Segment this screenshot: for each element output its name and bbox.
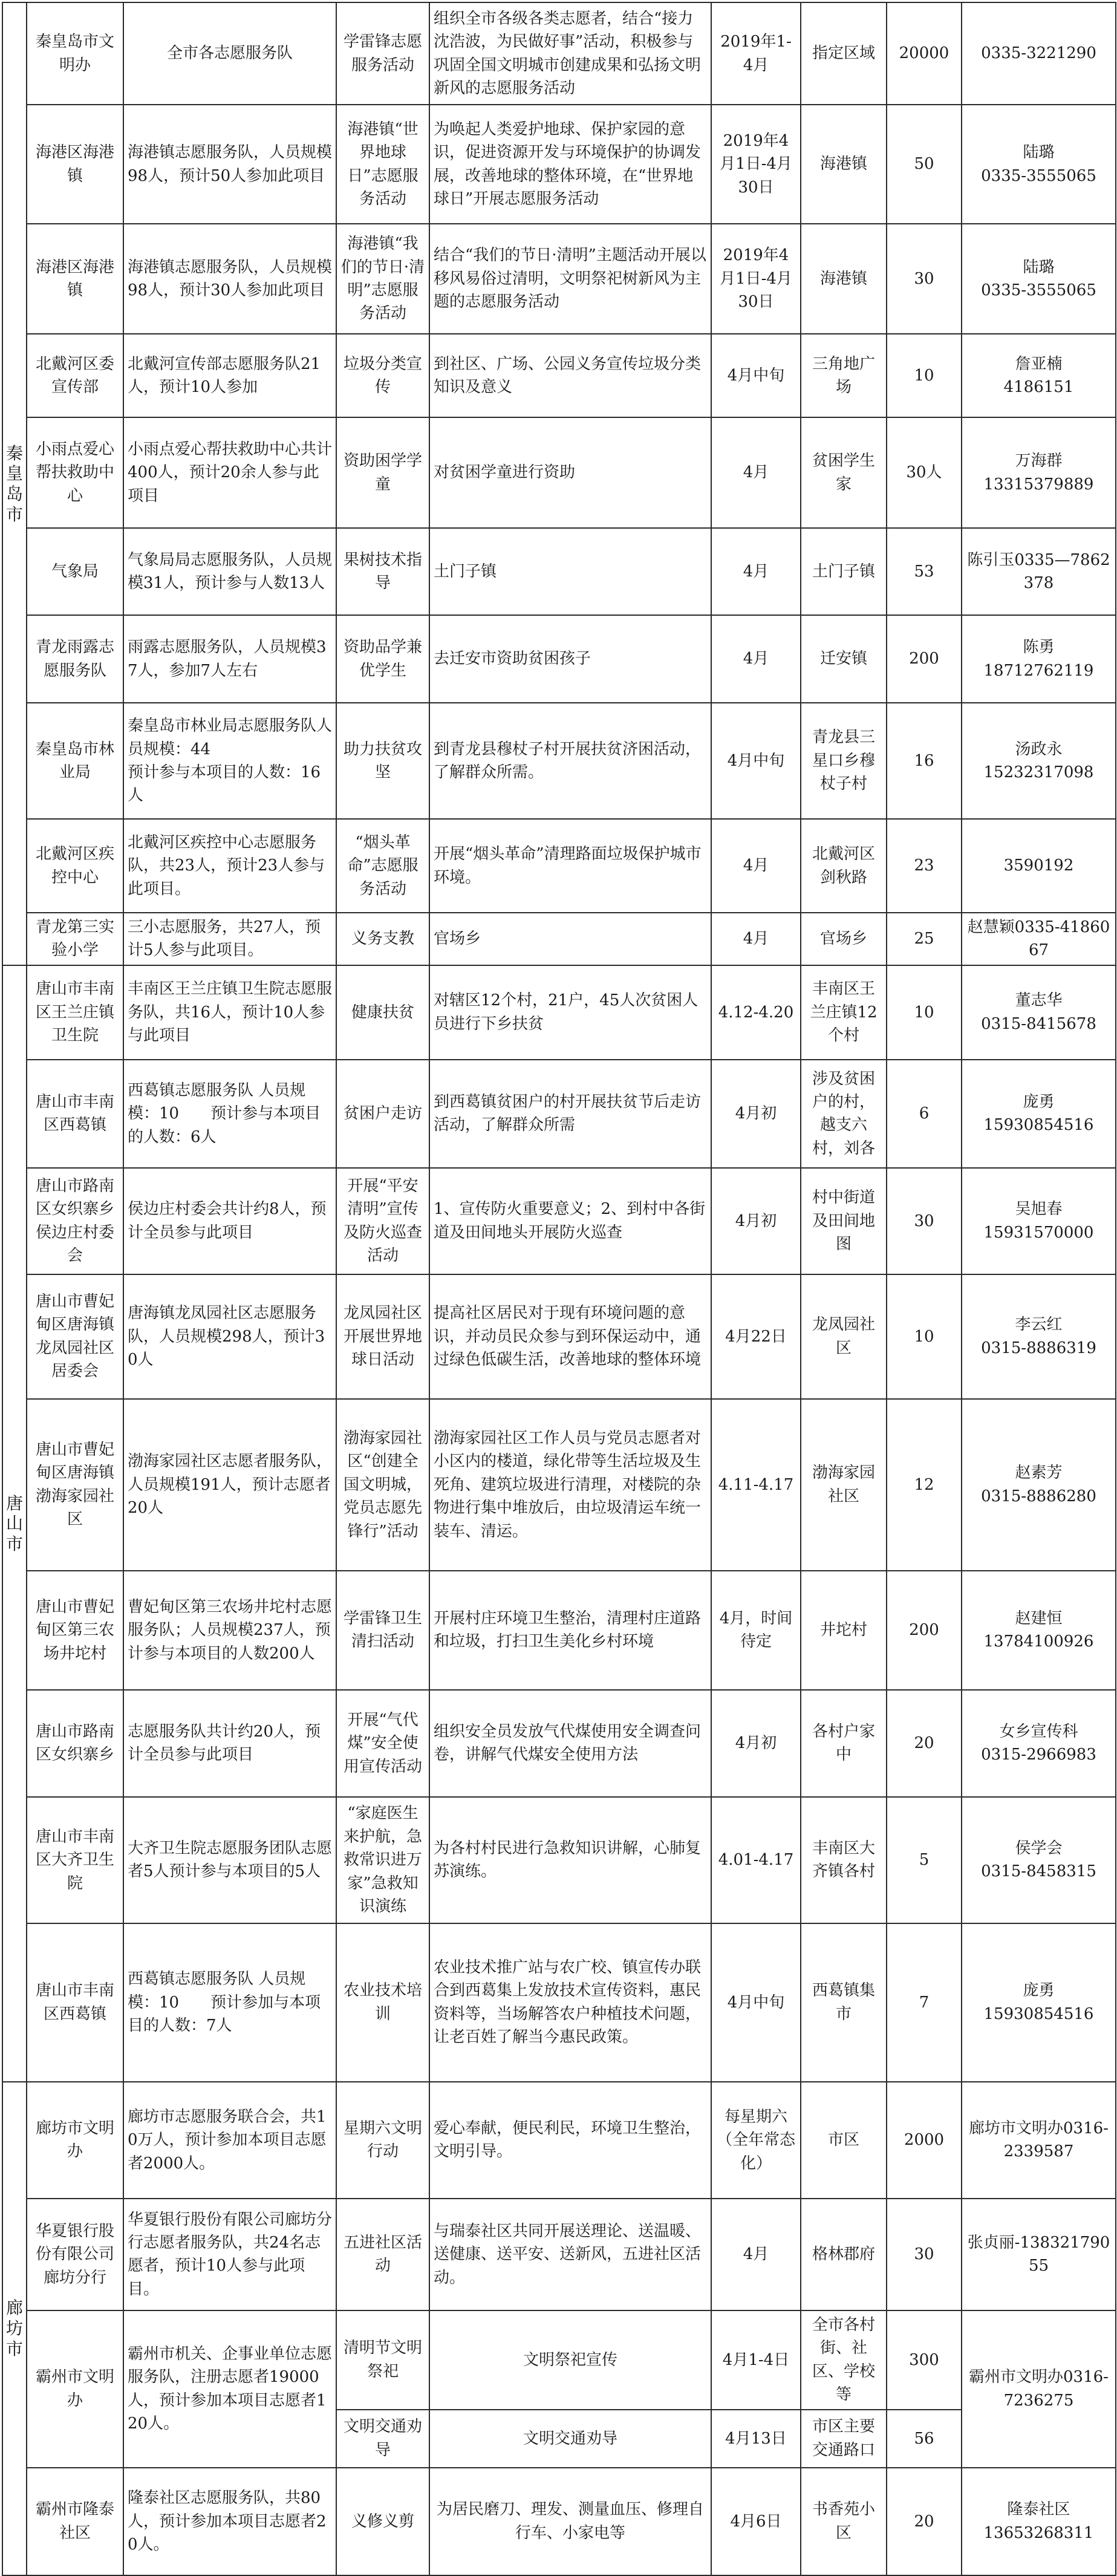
org-cell: 北戴河区委宣传部 bbox=[27, 334, 123, 417]
region-cell: 秦 皇 岛 市 bbox=[2, 2, 27, 965]
org-cell: 唐山市丰南区西葛镇 bbox=[27, 1923, 123, 2082]
contact-cell: 隆泰社区 13653268311 bbox=[962, 2468, 1116, 2575]
activity-cell: 资助困学学童 bbox=[336, 417, 429, 528]
org-cell: 唐山市曹妃甸区唐海镇渤海家园社区 bbox=[27, 1399, 123, 1571]
org-cell: 青龙雨露志愿服务队 bbox=[27, 615, 123, 703]
activity-cell: 海港镇“世界地球日”志愿服务活动 bbox=[336, 105, 429, 224]
org-cell: 霸州市文明办 bbox=[27, 2310, 123, 2468]
activity-cell: 海港镇“我们的节日·清明”志愿服务活动 bbox=[336, 224, 429, 334]
contact-cell: 赵慧颖0335-4186067 bbox=[962, 913, 1116, 965]
time-cell: 4月 bbox=[711, 528, 801, 615]
team-cell: 霸州市机关、企事业单位志愿服务队，注册志愿者19000人，预计参加本项目志愿者120人。 bbox=[123, 2310, 336, 2468]
table-row bbox=[2, 1797, 1116, 1923]
table-row bbox=[2, 417, 1116, 528]
contact-cell: 董志华 0315-8415678 bbox=[962, 965, 1116, 1060]
table-row bbox=[2, 2, 1116, 105]
table-row bbox=[2, 1690, 1116, 1797]
table-row bbox=[2, 1274, 1116, 1399]
content-cell: 到西葛镇贫困户的村开展扶贫节后走访活动，了解群众所需 bbox=[429, 1060, 711, 1168]
count-cell: 53 bbox=[887, 528, 962, 615]
activity-cell: 义务支教 bbox=[336, 913, 429, 965]
org-cell: 北戴河区疾控中心 bbox=[27, 819, 123, 913]
region-cell: 廊 坊 市 bbox=[2, 2082, 27, 2575]
contact-cell: 詹亚楠 4186151 bbox=[962, 334, 1116, 417]
content-cell: 去迁安市资助贫困孩子 bbox=[429, 615, 711, 703]
activity-cell: 义修义剪 bbox=[336, 2468, 429, 2575]
content-cell: 组织安全员发放气代煤使用安全调查问卷，讲解气代煤安全使用方法 bbox=[429, 1690, 711, 1797]
team-cell: 华夏银行股份有限公司廊坊分行志愿者服务队，共24名志愿者，预计10人参与此项目。 bbox=[123, 2199, 336, 2310]
time-cell: 4月13日 bbox=[711, 2410, 801, 2468]
team-cell: 北戴河区疾控中心志愿服务队，共23人，预计23人参与此项目。 bbox=[123, 819, 336, 913]
place-cell: 海港镇 bbox=[801, 105, 887, 224]
place-cell: 海港镇 bbox=[801, 224, 887, 334]
count-cell: 20 bbox=[887, 1690, 962, 1797]
content-cell: 爱心奉献，便民利民，环境卫生整治，文明引导。 bbox=[429, 2082, 711, 2199]
table-row bbox=[2, 965, 1116, 1060]
place-cell: 三角地广场 bbox=[801, 334, 887, 417]
table-row bbox=[2, 703, 1116, 819]
contact-cell: 赵建恒 13784100926 bbox=[962, 1571, 1116, 1690]
count-cell: 5 bbox=[887, 1797, 962, 1923]
time-cell: 4.01-4.17 bbox=[711, 1797, 801, 1923]
count-cell: 10 bbox=[887, 965, 962, 1060]
contact-cell: 庞勇 15930854516 bbox=[962, 1923, 1116, 2082]
content-cell: 1、宣传防火重要意义；2、到村中各街道及田间地头开展防火巡查 bbox=[429, 1168, 711, 1274]
org-cell: 唐山市丰南区大齐卫生院 bbox=[27, 1797, 123, 1923]
table-row bbox=[2, 2468, 1116, 2575]
count-cell: 30人 bbox=[887, 417, 962, 528]
time-cell: 4.11-4.17 bbox=[711, 1399, 801, 1571]
org-cell: 小雨点爱心帮扶救助中心 bbox=[27, 417, 123, 528]
team-cell: 海港镇志愿服务队，人员规模98人，预计30人参加此项目 bbox=[123, 224, 336, 334]
activity-cell: “烟头革命”志愿服务活动 bbox=[336, 819, 429, 913]
org-cell: 华夏银行股份有限公司廊坊分行 bbox=[27, 2199, 123, 2310]
table-row bbox=[2, 105, 1116, 224]
team-cell: 丰南区王兰庄镇卫生院志愿服务队，共16人，预计10人参与此项目 bbox=[123, 965, 336, 1060]
org-cell: 秦皇岛市林业局 bbox=[27, 703, 123, 819]
count-cell: 16 bbox=[887, 703, 962, 819]
contact-cell: 女乡宣传科 0315-2966983 bbox=[962, 1690, 1116, 1797]
activity-cell: 助力扶贫攻坚 bbox=[336, 703, 429, 819]
place-cell: 官场乡 bbox=[801, 913, 887, 965]
count-cell: 20000 bbox=[887, 2, 962, 105]
team-cell: 廊坊市志愿服务联合会，共10万人，预计参加本项目志愿者2000人。 bbox=[123, 2082, 336, 2199]
content-cell: 对贫困学童进行资助 bbox=[429, 417, 711, 528]
activity-cell: 文明交通劝导 bbox=[336, 2410, 429, 2468]
contact-cell: 廊坊市文明办0316-2339587 bbox=[962, 2082, 1116, 2199]
content-cell: 开展“烟头革命”清理路面垃圾保护城市环境。 bbox=[429, 819, 711, 913]
content-cell: 土门子镇 bbox=[429, 528, 711, 615]
org-cell: 唐山市丰南区西葛镇 bbox=[27, 1060, 123, 1168]
table-row bbox=[2, 1399, 1116, 1571]
count-cell: 300 bbox=[887, 2310, 962, 2410]
activity-cell: 健康扶贫 bbox=[336, 965, 429, 1060]
table-row bbox=[2, 1571, 1116, 1690]
time-cell: 4月22日 bbox=[711, 1274, 801, 1399]
contact-cell: 赵素芳 0315-8886280 bbox=[962, 1399, 1116, 1571]
time-cell: 4月 bbox=[711, 2199, 801, 2310]
org-cell: 秦皇岛市文明办 bbox=[27, 2, 123, 105]
team-cell: 渤海家园社区志愿者服务队，人员规模191人，预计志愿者20人 bbox=[123, 1399, 336, 1571]
contact-cell: 陆璐 0335-3555065 bbox=[962, 224, 1116, 334]
org-cell: 唐山市曹妃甸区唐海镇龙凤园社区居委会 bbox=[27, 1274, 123, 1399]
org-cell: 气象局 bbox=[27, 528, 123, 615]
time-cell: 4月，时间待定 bbox=[711, 1571, 801, 1690]
table-row bbox=[2, 224, 1116, 334]
org-cell: 青龙第三实验小学 bbox=[27, 913, 123, 965]
contact-cell: 陈引玉0335—7862378 bbox=[962, 528, 1116, 615]
time-cell: 4月初 bbox=[711, 1168, 801, 1274]
time-cell: 4月中旬 bbox=[711, 703, 801, 819]
time-cell: 4月初 bbox=[711, 1690, 801, 1797]
content-cell: 到青龙县穆杖子村开展扶贫济困活动，了解群众所需。 bbox=[429, 703, 711, 819]
contact-cell: 万海群 13315379889 bbox=[962, 417, 1116, 528]
count-cell: 12 bbox=[887, 1399, 962, 1571]
content-cell: 与瑞泰社区共同开展送理论、送温暖、送健康、送平安、送新风，五进社区活动。 bbox=[429, 2199, 711, 2310]
volunteer-activity-table bbox=[2, 2, 1116, 2576]
table-row bbox=[2, 2199, 1116, 2310]
org-cell: 唐山市曹妃甸区第三农场井坨村 bbox=[27, 1571, 123, 1690]
activity-cell: 开展“气代煤”安全使用宣传活动 bbox=[336, 1690, 429, 1797]
contact-cell: 陆璐 0335-3555065 bbox=[962, 105, 1116, 224]
content-cell: 为唤起人类爱护地球、保护家园的意识，促进资源开发与环境保护的协调发展，改善地球的整体环境，在“世界地球日”开展志愿服务活动 bbox=[429, 105, 711, 224]
table-row bbox=[2, 615, 1116, 703]
activity-cell: “家庭医生来护航，急救常识进万家”急救知识演练 bbox=[336, 1797, 429, 1923]
place-cell: 丰南区王兰庄镇12个村 bbox=[801, 965, 887, 1060]
place-cell: 书香苑小区 bbox=[801, 2468, 887, 2575]
org-cell: 海港区海港镇 bbox=[27, 224, 123, 334]
count-cell: 200 bbox=[887, 615, 962, 703]
time-cell: 4月 bbox=[711, 819, 801, 913]
team-cell: 秦皇岛市林业局志愿服务队人员规模：44 预计参与本项目的人数：16人 bbox=[123, 703, 336, 819]
time-cell: 2019年4月1日-4月30日 bbox=[711, 105, 801, 224]
place-cell: 市区主要交通路口 bbox=[801, 2410, 887, 2468]
team-cell: 气象局局志愿服务队，人员规模31人，预计参与人数13人 bbox=[123, 528, 336, 615]
table-row bbox=[2, 2310, 1116, 2410]
table-row bbox=[2, 913, 1116, 965]
time-cell: 每星期六（全年常态化） bbox=[711, 2082, 801, 2199]
team-cell: 志愿服务队共计约20人，预计全员参与此项目 bbox=[123, 1690, 336, 1797]
count-cell: 50 bbox=[887, 105, 962, 224]
count-cell: 7 bbox=[887, 1923, 962, 2082]
team-cell: 海港镇志愿服务队，人员规模98人，预计50人参加此项目 bbox=[123, 105, 336, 224]
content-cell: 提高社区居民对于现有环境问题的意识，并动员民众参与到环保运动中，通过绿色低碳生活，改善地球的整体环境 bbox=[429, 1274, 711, 1399]
place-cell: 村中街道及田间地图 bbox=[801, 1168, 887, 1274]
place-cell: 迁安镇 bbox=[801, 615, 887, 703]
time-cell: 4月中旬 bbox=[711, 334, 801, 417]
time-cell: 4月6日 bbox=[711, 2468, 801, 2575]
count-cell: 10 bbox=[887, 334, 962, 417]
place-cell: 龙凤园社区 bbox=[801, 1274, 887, 1399]
table-row bbox=[2, 334, 1116, 417]
place-cell: 西葛镇集市 bbox=[801, 1923, 887, 2082]
table-row bbox=[2, 528, 1116, 615]
count-cell: 20 bbox=[887, 2468, 962, 2575]
org-cell: 唐山市丰南区王兰庄镇卫生院 bbox=[27, 965, 123, 1060]
table-row bbox=[2, 1923, 1116, 2082]
activity-cell: 渤海家园社区“创建全国文明城，党员志愿先锋行”活动 bbox=[336, 1399, 429, 1571]
team-cell: 三小志愿服务，共27人，预计5人参与此项目。 bbox=[123, 913, 336, 965]
content-cell: 官场乡 bbox=[429, 913, 711, 965]
count-cell: 200 bbox=[887, 1571, 962, 1690]
contact-cell: 庞勇 15930854516 bbox=[962, 1060, 1116, 1168]
org-cell: 霸州市隆泰社区 bbox=[27, 2468, 123, 2575]
time-cell: 4月 bbox=[711, 417, 801, 528]
org-cell: 唐山市路南区女织寨乡侯边庄村委会 bbox=[27, 1168, 123, 1274]
content-cell: 组织全市各级各类志愿者，结合“接力沈浩波，为民做好事”活动，积极参与巩固全国文明城市创建成果和弘扬文明新风的志愿服务活动 bbox=[429, 2, 711, 105]
contact-cell: 张贞丽-13832179055 bbox=[962, 2199, 1116, 2310]
place-cell: 指定区域 bbox=[801, 2, 887, 105]
activity-cell: 开展“平安清明”宣传及防火巡查活动 bbox=[336, 1168, 429, 1274]
place-cell: 青龙县三星口乡穆杖子村 bbox=[801, 703, 887, 819]
place-cell: 市区 bbox=[801, 2082, 887, 2199]
content-cell: 到社区、广场、公园义务宣传垃圾分类知识及意义 bbox=[429, 334, 711, 417]
content-cell: 开展村庄环境卫生整治，清理村庄道路和垃圾，打扫卫生美化乡村环境 bbox=[429, 1571, 711, 1690]
org-cell: 廊坊市文明办 bbox=[27, 2082, 123, 2199]
count-cell: 25 bbox=[887, 913, 962, 965]
place-cell: 贫困学生家 bbox=[801, 417, 887, 528]
contact-cell: 汤政永 15232317098 bbox=[962, 703, 1116, 819]
time-cell: 4月1-4日 bbox=[711, 2310, 801, 2410]
time-cell: 2019年1-4月 bbox=[711, 2, 801, 105]
table-row bbox=[2, 1168, 1116, 1274]
place-cell: 全市各村街、社区、学校等 bbox=[801, 2310, 887, 2410]
place-cell: 渤海家园社区 bbox=[801, 1399, 887, 1571]
place-cell: 涉及贫困户的村，越支六村，刘各 bbox=[801, 1060, 887, 1168]
contact-cell: 陈勇 18712762119 bbox=[962, 615, 1116, 703]
time-cell: 4.12-4.20 bbox=[711, 965, 801, 1060]
team-cell: 北戴河宣传部志愿服务队21人，预计10人参加 bbox=[123, 334, 336, 417]
team-cell: 侯边庄村委会共计约8人，预计全员参与此项目 bbox=[123, 1168, 336, 1274]
team-cell: 西葛镇志愿服务队 人员规模：10 预计参加与本项目的人数：7人 bbox=[123, 1923, 336, 2082]
activity-cell: 清明节文明祭祀 bbox=[336, 2310, 429, 2410]
activity-cell: 五进社区活动 bbox=[336, 2199, 429, 2310]
team-cell: 唐海镇龙凤园社区志愿服务队，人员规模298人，预计30人 bbox=[123, 1274, 336, 1399]
org-cell: 唐山市路南区女织寨乡 bbox=[27, 1690, 123, 1797]
count-cell: 6 bbox=[887, 1060, 962, 1168]
time-cell: 4月 bbox=[711, 913, 801, 965]
contact-cell: 吴旭春 15931570000 bbox=[962, 1168, 1116, 1274]
contact-cell: 3590192 bbox=[962, 819, 1116, 913]
place-cell: 土门子镇 bbox=[801, 528, 887, 615]
count-cell: 2000 bbox=[887, 2082, 962, 2199]
table-row bbox=[2, 819, 1116, 913]
time-cell: 4月 bbox=[711, 615, 801, 703]
count-cell: 30 bbox=[887, 1168, 962, 1274]
table-row bbox=[2, 1060, 1116, 1168]
contact-cell: 侯学会 0315-8458315 bbox=[962, 1797, 1116, 1923]
team-cell: 西葛镇志愿服务队 人员规模：10 预计参与本项目的人数：6人 bbox=[123, 1060, 336, 1168]
count-cell: 10 bbox=[887, 1274, 962, 1399]
place-cell: 丰南区大齐镇各村 bbox=[801, 1797, 887, 1923]
count-cell: 56 bbox=[887, 2410, 962, 2468]
time-cell: 2019年4月1日-4月30日 bbox=[711, 224, 801, 334]
content-cell: 为各村村民进行急救知识讲解，心肺复苏演练。 bbox=[429, 1797, 711, 1923]
activity-cell: 学雷锋志愿服务活动 bbox=[336, 2, 429, 105]
place-cell: 北戴河区剑秋路 bbox=[801, 819, 887, 913]
time-cell: 4月中旬 bbox=[711, 1923, 801, 2082]
activity-cell: 果树技术指导 bbox=[336, 528, 429, 615]
activity-cell: 龙凤园社区开展世界地球日活动 bbox=[336, 1274, 429, 1399]
team-cell: 全市各志愿服务队 bbox=[123, 2, 336, 105]
team-cell: 雨露志愿服务队，人员规模37人，参加7人左右 bbox=[123, 615, 336, 703]
table-row bbox=[2, 2082, 1116, 2199]
team-cell: 大齐卫生院志愿服务团队志愿者5人预计参与本项目的5人 bbox=[123, 1797, 336, 1923]
content-cell: 文明祭祀宣传 bbox=[429, 2310, 711, 2410]
count-cell: 30 bbox=[887, 2199, 962, 2310]
content-cell: 为居民磨刀、理发、测量血压、修理自行车、小家电等 bbox=[429, 2468, 711, 2575]
activity-cell: 垃圾分类宣传 bbox=[336, 334, 429, 417]
contact-cell: 霸州市文明办0316-7236275 bbox=[962, 2310, 1116, 2468]
activity-cell: 资助品学兼优学生 bbox=[336, 615, 429, 703]
activity-cell: 农业技术培训 bbox=[336, 1923, 429, 2082]
team-cell: 曹妃甸区第三农场井坨村志愿服务队；人员规模237人，预计参与本项目的人数200人 bbox=[123, 1571, 336, 1690]
count-cell: 23 bbox=[887, 819, 962, 913]
activity-cell: 学雷锋卫生清扫活动 bbox=[336, 1571, 429, 1690]
activity-cell: 贫困户走访 bbox=[336, 1060, 429, 1168]
place-cell: 井坨村 bbox=[801, 1571, 887, 1690]
content-cell: 对辖区12个村，21户，45人次贫困人员进行下乡扶贫 bbox=[429, 965, 711, 1060]
team-cell: 小雨点爱心帮扶救助中心共计400人，预计20余人参与此项目 bbox=[123, 417, 336, 528]
contact-cell: 李云红 0315-8886319 bbox=[962, 1274, 1116, 1399]
content-cell: 渤海家园社区工作人员与党员志愿者对小区内的楼道，绿化带等生活垃圾及生死角、建筑垃圾进行清理，对楼院的杂物进行集中堆放后，由垃圾清运车统一装车、清运。 bbox=[429, 1399, 711, 1571]
activity-cell: 星期六文明行动 bbox=[336, 2082, 429, 2199]
org-cell: 海港区海港镇 bbox=[27, 105, 123, 224]
place-cell: 格林郡府 bbox=[801, 2199, 887, 2310]
team-cell: 隆泰社区志愿服务队，共80人，预计参加本项目志愿者20人。 bbox=[123, 2468, 336, 2575]
content-cell: 文明交通劝导 bbox=[429, 2410, 711, 2468]
region-cell: 唐 山 市 bbox=[2, 965, 27, 2082]
time-cell: 4月初 bbox=[711, 1060, 801, 1168]
content-cell: 农业技术推广站与农广校、镇宣传办联合到西葛集上发放技术宣传资料，惠民资料等，当场解答农户种植技术问题，让老百姓了解当今惠民政策。 bbox=[429, 1923, 711, 2082]
count-cell: 30 bbox=[887, 224, 962, 334]
contact-cell: 0335-3221290 bbox=[962, 2, 1116, 105]
content-cell: 结合“我们的节日·清明”主题活动开展以移风易俗过清明，文明祭祀树新风为主题的志愿服务活动 bbox=[429, 224, 711, 334]
place-cell: 各村户家中 bbox=[801, 1690, 887, 1797]
